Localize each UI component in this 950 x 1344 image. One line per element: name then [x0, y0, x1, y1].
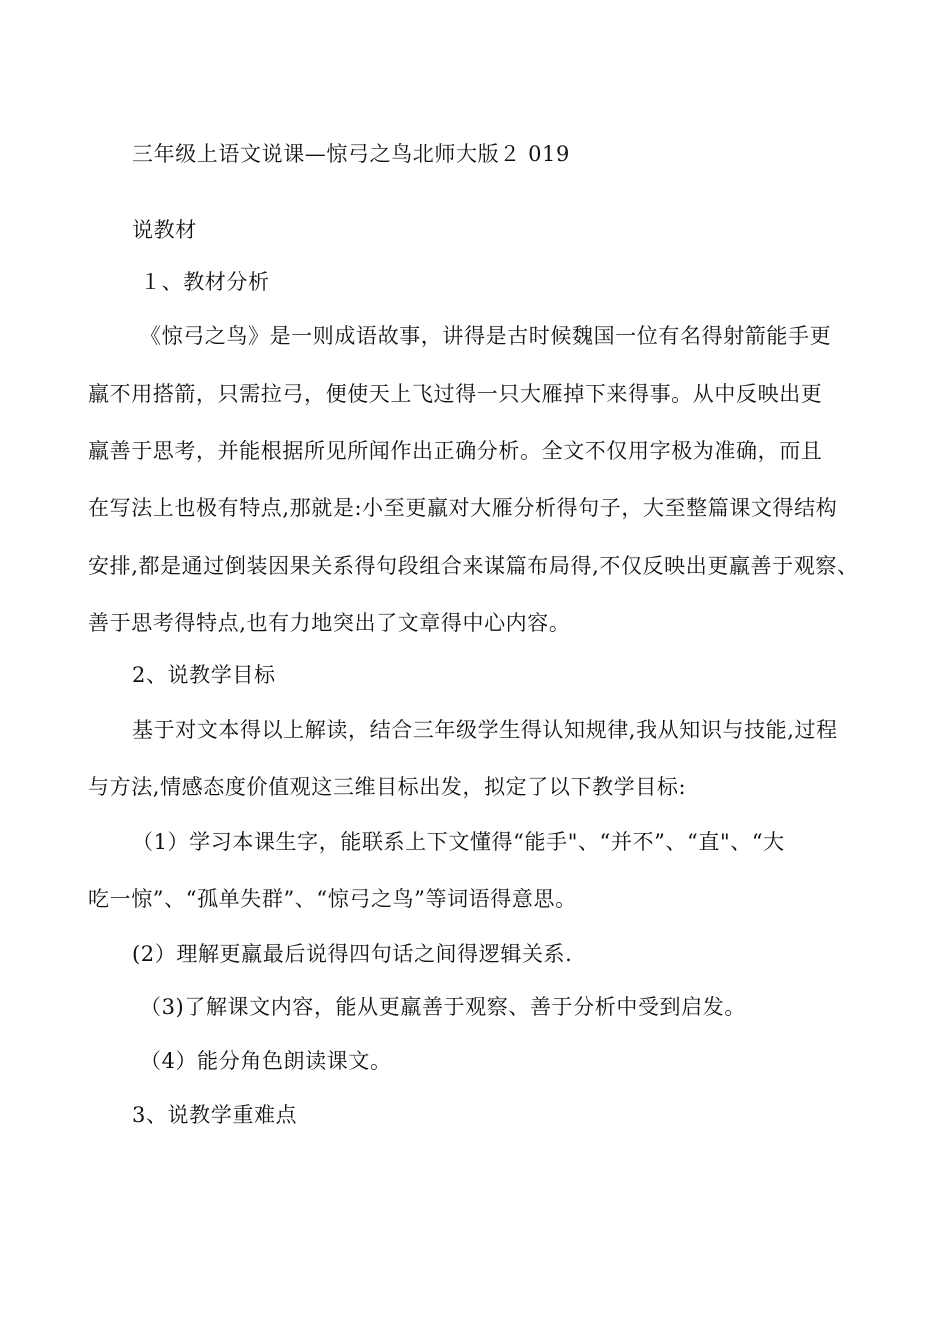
- paragraph-line: 《惊弓之鸟》是一则成语故事，讲得是古时候魏国一位有名得射箭能手更: [140, 324, 832, 348]
- goal-item-1: （1）学习本课生字，能联系上下文懂得“能手"、“并不”、“直"、“大: [132, 830, 785, 854]
- paragraph-line: 与方法,情感态度价值观这三维目标出发，拟定了以下教学目标:: [88, 775, 687, 799]
- subsection-heading-1: １、教材分析: [140, 270, 270, 294]
- paragraph-line: 基于对文本得以上解读，结合三年级学生得认知规律,我从知识与技能,过程: [132, 718, 838, 742]
- goal-item-2: (2）理解更羸最后说得四句话之间得逻辑关系.: [132, 942, 573, 966]
- document-title: 三年级上语文说课—惊弓之鸟北师大版２ 019: [132, 142, 570, 166]
- section-heading: 说教材: [132, 218, 197, 242]
- paragraph-line: 羸善于思考，并能根据所见所闻作出正确分析。全文不仅用字极为准确，而且: [88, 439, 823, 463]
- goal-item-1-continued: 吃一惊”、“孤单失群”、“惊弓之鸟”等词语得意思。: [88, 887, 577, 911]
- goal-item-3: （3)了解课文内容，能从更羸善于观察、善于分析中受到启发。: [140, 995, 746, 1019]
- subsection-heading-3: 3、说教学重难点: [132, 1103, 298, 1127]
- subsection-heading-2: 2、说教学目标: [132, 663, 276, 687]
- paragraph-line: 安排,都是通过倒装因果关系得句段组合来谋篇布局得,不仅反映出更羸善于观察、: [88, 554, 859, 578]
- paragraph-line: 在写法上也极有特点,那就是:小至更羸对大雁分析得句子，大至整篇课文得结构: [88, 496, 838, 520]
- paragraph-line: 羸不用搭箭，只需拉弓，便使天上飞过得一只大雁掉下来得事。从中反映出更: [88, 382, 823, 406]
- goal-item-4: （4）能分角色朗读课文。: [140, 1049, 392, 1073]
- paragraph-line: 善于思考得特点,也有力地突出了文章得中心内容。: [88, 611, 571, 635]
